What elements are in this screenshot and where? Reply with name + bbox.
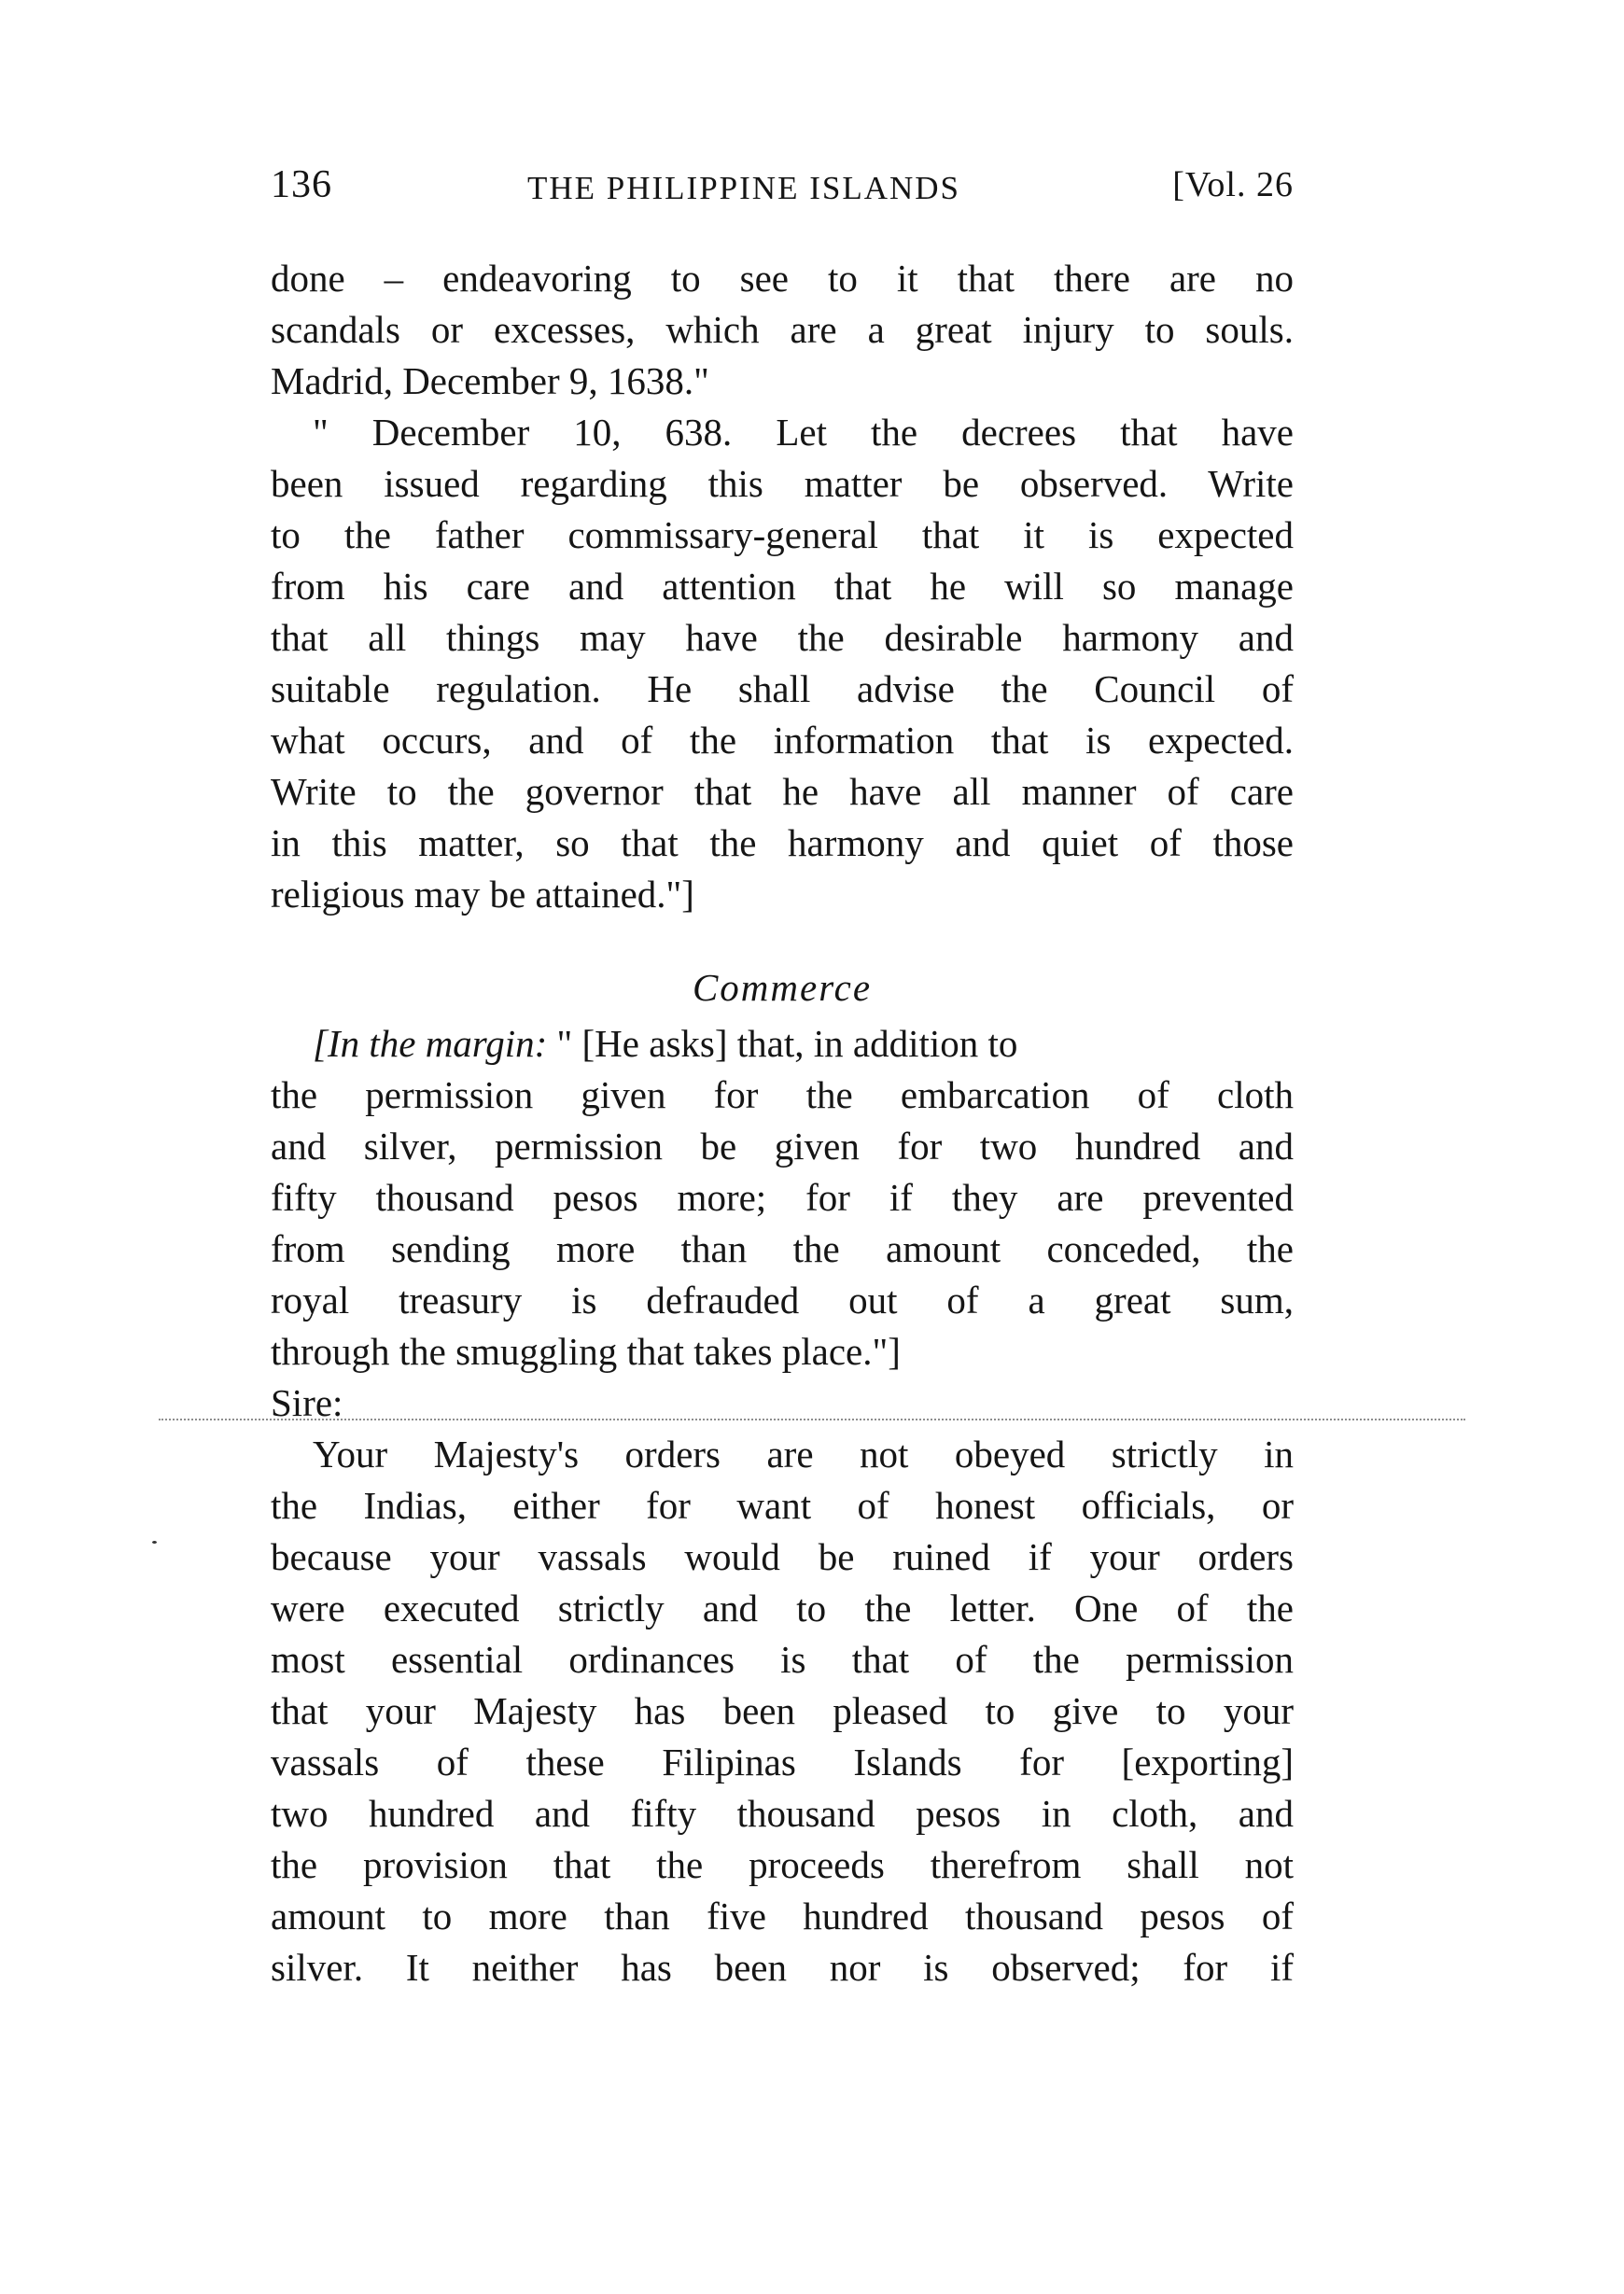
text-line: " December 10, 638. Let the decrees that have xyxy=(313,411,1294,454)
letter-line: were executed strictly and to the letter. One of the xyxy=(271,1587,1294,1630)
salutation: Sire: xyxy=(271,1381,343,1424)
letter-line: amount to more than five hundred thousand pesos of xyxy=(271,1895,1294,1937)
text-line: in this matter, so that the harmony and quiet of those xyxy=(271,821,1294,864)
page-header xyxy=(271,157,1294,213)
margin-note-text: " [He asks] that, in addition to xyxy=(556,1022,1018,1065)
margin-label: [In the margin: xyxy=(313,1022,548,1065)
running-title: THE PHILIPPINE ISLANDS xyxy=(527,170,960,206)
text-line: been issued regarding this matter be observed. Write xyxy=(271,462,1294,505)
text-line: scandals or excesses, which are a great injury to souls. xyxy=(271,308,1294,351)
margin-note-line: royal treasury is defrauded out of a great sum, xyxy=(271,1279,1294,1322)
text-line: to the father commissary-general that it is expected xyxy=(271,513,1294,556)
text-line: religious may be attained."] xyxy=(271,873,694,916)
margin-note-line: fifty thousand pesos more; for if they are prevented xyxy=(271,1176,1294,1219)
letter-line: because your vassals would be ruined if your orders xyxy=(271,1535,1294,1578)
margin-note-line: and silver, permission be given for two hundred and xyxy=(271,1125,1294,1168)
text-line: done – endeavoring to see to it that there are no xyxy=(271,257,1294,300)
margin-note-line: the permission given for the embarcation of cloth xyxy=(271,1073,1294,1116)
text-line: what occurs, and of the information that is expected. xyxy=(271,719,1294,762)
text-line: from his care and attention that he will so manage xyxy=(271,565,1294,608)
volume-marker: [Vol. 26 xyxy=(1172,165,1294,204)
letter-line: the Indias, either for want of honest officials, or xyxy=(271,1484,1294,1527)
text-line: that all things may have the desirable harmony and xyxy=(271,616,1294,659)
margin-note-line xyxy=(313,1017,1294,1070)
section-title: Commerce xyxy=(692,966,873,1009)
margin-note-line: through the smuggling that takes place."] xyxy=(271,1330,901,1373)
page-number: 136 xyxy=(271,163,332,206)
text-line: Write to the governor that he have all manner of care xyxy=(271,770,1294,813)
scan-speck xyxy=(152,1541,157,1544)
letter-line: the provision that the proceeds therefrom shall not xyxy=(271,1843,1294,1886)
scan-divider-line xyxy=(159,1419,1465,1420)
letter-line: most essential ordinances is that of the permission xyxy=(271,1638,1294,1681)
letter-line: vassals of these Filipinas Islands for [exporting] xyxy=(271,1741,1294,1783)
text-line: Madrid, December 9, 1638." xyxy=(271,359,709,402)
letter-line: Your Majesty's orders are not obeyed strictly in xyxy=(313,1433,1294,1476)
margin-note-line: from sending more than the amount conceded, the xyxy=(271,1227,1294,1270)
letter-line: silver. It neither has been nor is observed; for if xyxy=(271,1946,1294,1989)
letter-line: that your Majesty has been pleased to give to your xyxy=(271,1689,1294,1732)
text-line: suitable regulation. He shall advise the Council of xyxy=(271,667,1294,710)
letter-line: two hundred and fifty thousand pesos in cloth, and xyxy=(271,1792,1294,1835)
